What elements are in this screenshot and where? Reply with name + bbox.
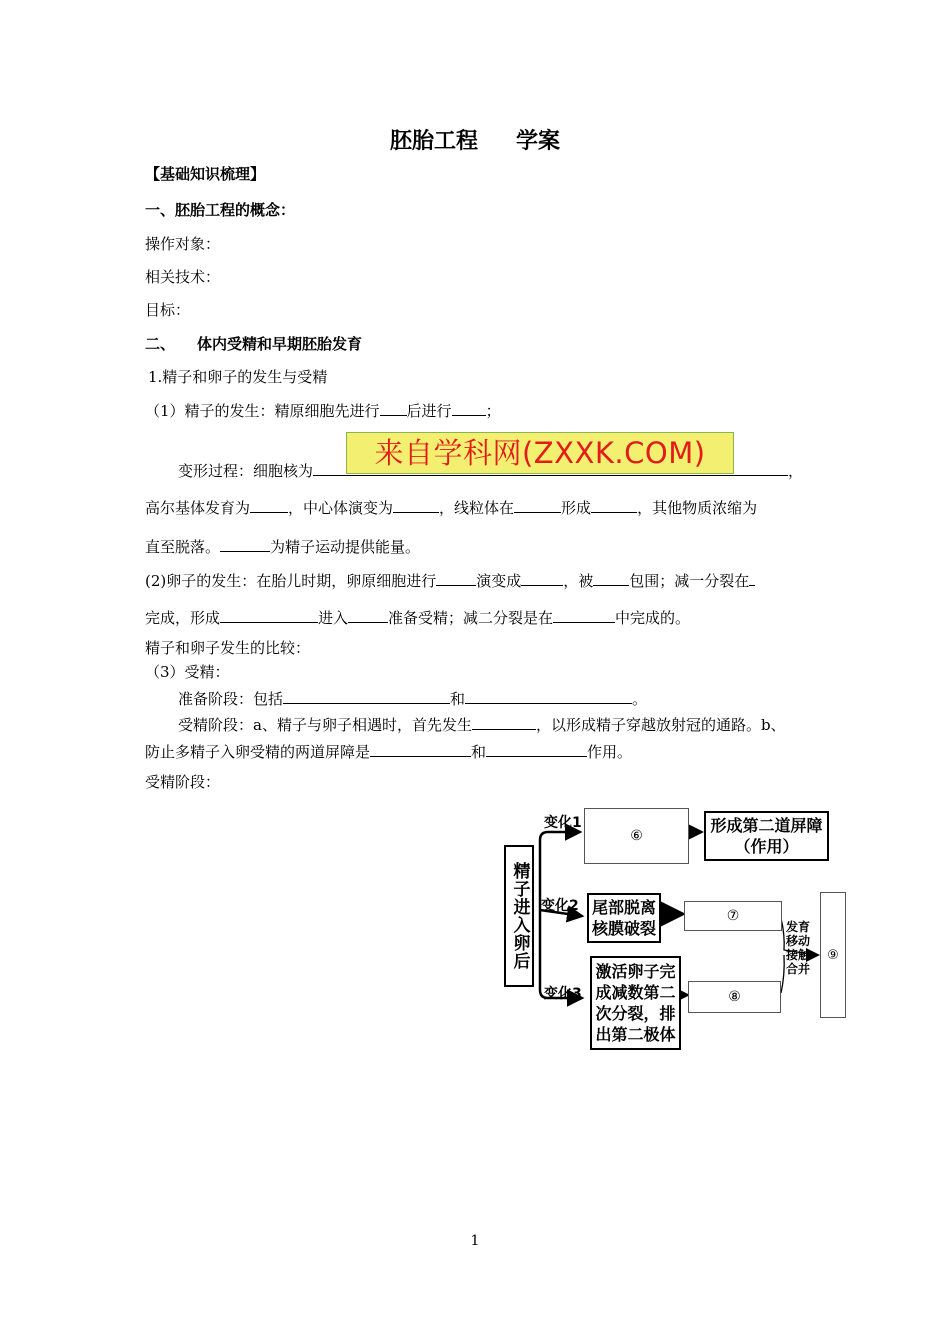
title-main: 胚胎工程 [389,129,478,154]
centriole-text: ，中心体演变为 [288,499,394,517]
egg-text-g: 准备受精；减二分裂是在 [388,609,554,627]
sperm-text-c: ； [485,402,501,420]
box-activate-egg [590,956,681,1050]
box3-line1: 激活卵子完 [595,962,676,981]
stage-text-e: 作用。 [587,743,633,761]
merge-line3: 接触 [786,948,811,962]
blank-box-9-label: ⑨ [827,947,839,963]
drop-text: 直至脱落。 [145,538,221,556]
box-tail-detach [587,893,661,943]
blank-box-6[interactable] [584,808,689,864]
egg-text-a: (2)卵子的发生：在胎儿时期，卵原细胞进行 [145,572,437,590]
blank-box-7[interactable] [684,901,782,931]
egg-text-d: 包围；减一分裂在 [629,572,750,590]
result1-line2: （作用） [734,837,799,856]
other-text: ，其他物质浓缩为 [637,499,758,517]
box3-line3: 次分裂，排 [595,1004,676,1023]
box2-line2: 核膜破裂 [591,919,656,938]
sec1-heading: 一、胚胎工程的概念： [145,201,296,219]
title-sub: 学案 [516,129,561,154]
compare-line: 精子和卵子发生的比较： [145,639,311,657]
label-change2: 变化2 [541,898,579,914]
label-merge [786,920,814,976]
egg-text-e: 完成，形成 [145,609,221,627]
sperm-text-a: （1）精子的发生：精原细胞先进行 [145,402,380,420]
deform-label: 变形过程：细胞核为 [178,462,314,480]
stage-text-a: 受精阶段：a、精子与卵子相遇时，首先发生 [178,716,472,734]
egg-text-f: 进入 [318,609,349,627]
merge-line2: 移动 [786,934,811,948]
box-result1 [704,811,829,861]
stage-text-b: ，以形成精子穿越放射冠的通路。b、 [535,716,786,734]
stage-label: 受精阶段： [145,773,221,791]
mito-text: ，线粒体在 [439,499,515,517]
line-8-merge [781,955,784,993]
form-text: 形成 [561,499,592,517]
egg-text-b: 演变成 [476,572,522,590]
merge-line1: 发育 [786,920,811,934]
blank-box-8-label: ⑧ [728,989,741,1005]
deform-comma: ， [788,462,804,480]
label-change1: 变化1 [544,815,582,831]
box3-line2: 成减数第二 [595,983,676,1002]
watermark-banner: 来自学科网(ZXXK.COM) [346,432,734,474]
egg-text-c: ，被 [563,572,594,590]
box-sperm-enter-label: 精子进入卵后 [509,862,530,970]
prep-text-b: 和 [450,690,466,708]
target-label: 操作对象： [145,235,221,253]
section-basic-heading: 【基础知识梳理】 [145,165,266,183]
blank-box-9[interactable] [820,892,846,1018]
stage-text-c: 防止多精子入卵受精的两道屏障是 [145,743,371,761]
stage-text-d: 和 [471,743,487,761]
energy-text: 为精子运动提供能量。 [270,538,421,556]
sperm-text-b: 后进行 [406,402,452,420]
fert-heading: （3）受精： [145,663,230,681]
label-change3: 变化3 [544,986,582,1002]
blank-box-7-label: ⑦ [726,908,740,924]
golgi-text: 高尔基体发育为 [145,499,251,517]
goal-label: 目标： [145,301,191,319]
sub1-heading: 1.精子和卵子的发生与受精 [148,368,328,386]
prep-text-a: 准备阶段：包括 [178,690,284,708]
box3-line4: 出第二极体 [595,1025,676,1044]
sec2-heading-num: 二、 [145,335,176,353]
result1-line1: 形成第二道屏障 [710,816,823,835]
box-sperm-enter [504,845,534,987]
page-number: 1 [470,1233,480,1249]
sec2-heading-text: 体内受精和早期胚胎发育 [197,335,363,353]
blank-box-6-label: ⑥ [630,828,643,844]
merge-line4: 合并 [786,962,811,976]
prep-text-c: 。 [632,690,648,708]
egg-text-h: 中完成的。 [615,609,691,627]
tech-label: 相关技术： [145,268,221,286]
box2-line1: 尾部脱离 [591,898,656,917]
blank-box-8[interactable] [688,981,781,1013]
